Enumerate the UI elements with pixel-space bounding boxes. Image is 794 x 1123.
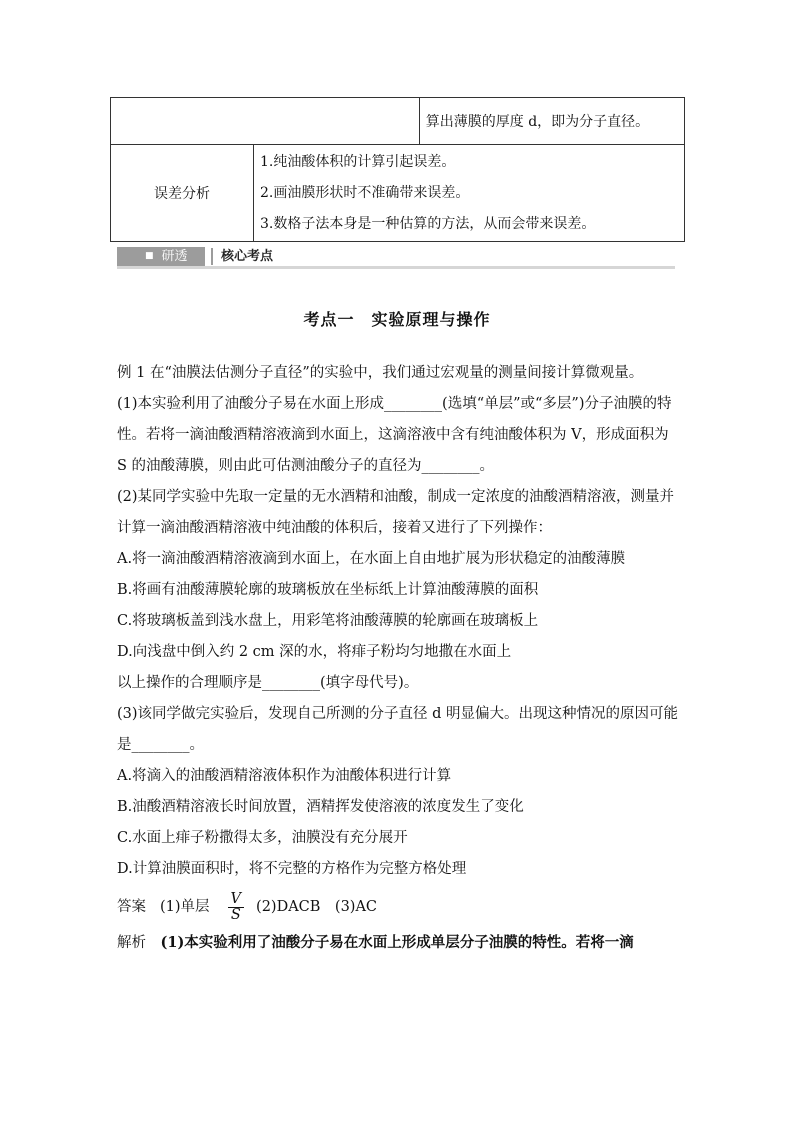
table-cell: 算出薄膜的厚度 d，即为分子直径。: [419, 98, 684, 145]
option-item: D.计算油膜面积时，将不完整的方格作为完整方格处理: [117, 861, 467, 877]
example-content: [117, 358, 681, 959]
fraction: [228, 892, 244, 923]
bullet-icon: ■: [145, 251, 154, 261]
option-item: B.油酸酒精溶液长时间放置，酒精挥发使溶液的浓度发生了变化: [117, 799, 524, 815]
fraction-denominator: S: [230, 906, 241, 923]
section-tag: ■ 研透: [117, 247, 205, 266]
summary-table: [110, 97, 685, 242]
option-item: C.水面上痱子粉撒得太多，油膜没有充分展开: [117, 830, 408, 846]
analysis-label: 解析: [117, 935, 146, 951]
question-2-tail: 以上操作的合理顺序是________(填字母代号)。: [117, 675, 419, 691]
error-item: 3.数格子法本身是一种估算的方法，从而会带来误差。: [260, 215, 596, 232]
option-item: D.向浅盘中倒入约 2 cm 深的水，将痱子粉均匀地撒在水面上: [117, 644, 512, 660]
answer-label: 答案: [117, 898, 146, 915]
question-1: (1)本实验利用了油酸分子易在水面上形成________(选填“单层”或“多层”)分子油膜的特性。若将一滴油酸酒精溶液滴到水面上，这滴溶液中含有纯油酸体积为 V，形成面积为 S 的油酸薄膜，则由此可估测油酸分子的直径为________。: [117, 396, 672, 474]
option-item: A.将一滴油酸酒精溶液滴到水面上，在水面上自由地扩展为形状稳定的油酸薄膜: [117, 551, 626, 567]
divider: [211, 248, 213, 265]
table-row: [111, 145, 685, 242]
question-2: (2)某同学实验中先取一定量的无水酒精和油酸，制成一定浓度的油酸酒精溶液，测量并计算一滴油酸酒精溶液中纯油酸的体积后，接着又进行了下列操作：: [117, 489, 675, 536]
answer-part-1: (1)单层: [160, 898, 210, 915]
answer: [117, 889, 681, 925]
table-empty-cell: [111, 98, 420, 145]
error-item: 1.纯油酸体积的计算引起误差。: [260, 153, 456, 170]
fraction-numerator: V: [228, 892, 244, 908]
answer-part-2: (2)DACB (3)AC: [256, 898, 378, 915]
analysis: [117, 927, 681, 959]
option-item: A.将滴入的油酸酒精溶液体积作为油酸体积进行计算: [117, 768, 452, 784]
option-item: C.将玻璃板盖到浅水盘上，用彩笔将油酸薄膜的轮廓画在玻璃板上: [117, 613, 539, 629]
example-intro: 例 1 在“油膜法估测分子直径”的实验中，我们通过宏观量的测量间接计算微观量。: [117, 365, 644, 381]
analysis-text: (1)本实验利用了油酸分子易在水面上形成单层分子油膜的特性。若将一滴: [160, 934, 634, 951]
section-title: 核心考点: [221, 249, 274, 264]
error-item: 2.画油膜形状时不准确带来误差。: [260, 184, 470, 201]
error-list: [254, 145, 685, 242]
option-item: B.将画有油酸薄膜轮廓的玻璃板放在坐标纸上计算油酸薄膜的面积: [117, 582, 539, 598]
table-row: [111, 98, 685, 145]
section-header: [117, 247, 675, 269]
error-analysis-label: 误差分析: [111, 145, 254, 242]
page-title: 考点一 实验原理与操作: [303, 310, 491, 329]
question-3: (3)该同学做完实验后，发现自己所测的分子直径 d 明显偏大。出现这种情况的原因可能是________。: [117, 706, 679, 753]
